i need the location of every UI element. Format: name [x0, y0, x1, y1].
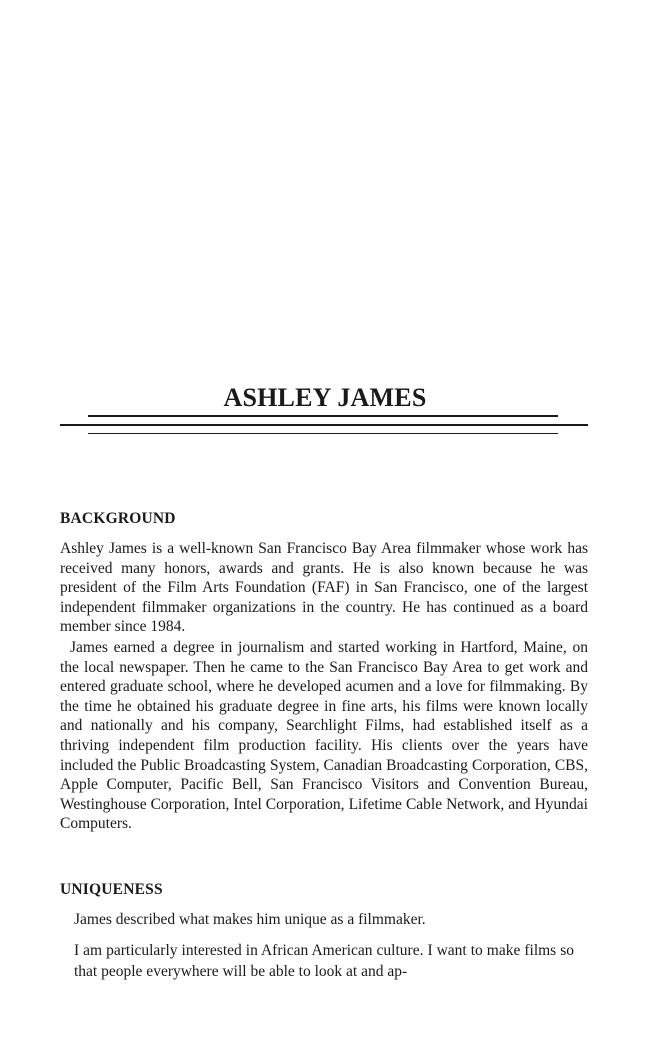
uniqueness-intro: James described what makes him unique as a filmmaker.	[74, 911, 426, 928]
uniqueness-quote: I am particularly interested in African American culture. I want to make films so that people everywhere will be able to look at and ap-	[74, 942, 574, 980]
title-rule-middle	[60, 424, 588, 426]
background-paragraph: James earned a degree in journalism and started working in Hartford, Maine, on the local newspaper. Then he came to the San Francisco Bay Area to get work and entered graduate school, where he developed acumen and a love for filmmaking. By the time he obtained his graduate degree in fine arts, his films were known locally and nationally and his company, Searchlight Films, had established itself as a thriving independent film production facility. His clients over the years have included the Public Broadcasting System, Canadian Broadcasting Corporation, CBS, Apple Computer, Pacific Bell, San Francisco Visitors and Convention Bureau, Westinghouse Corporation, Intel Corporation, Lifetime Cable Network, and Hyundai Computers.	[60, 639, 588, 833]
background-paragraph: Ashley James is a well-known San Francisco Bay Area filmmaker whose work has received many honors, awards and grants. He is also known because he was president of the Film Arts Foundation (FAF) in San Francisco, one of the largest independent filmmaker organizations in the country. He has continued as a board member since 1984.	[60, 540, 588, 636]
title-rule-bottom	[88, 433, 558, 434]
title-rule-top	[88, 415, 558, 417]
chapter-title: ASHLEY JAMES	[223, 383, 427, 412]
background-heading: BACKGROUND	[60, 510, 176, 527]
uniqueness-heading: UNIQUENESS	[60, 881, 163, 898]
